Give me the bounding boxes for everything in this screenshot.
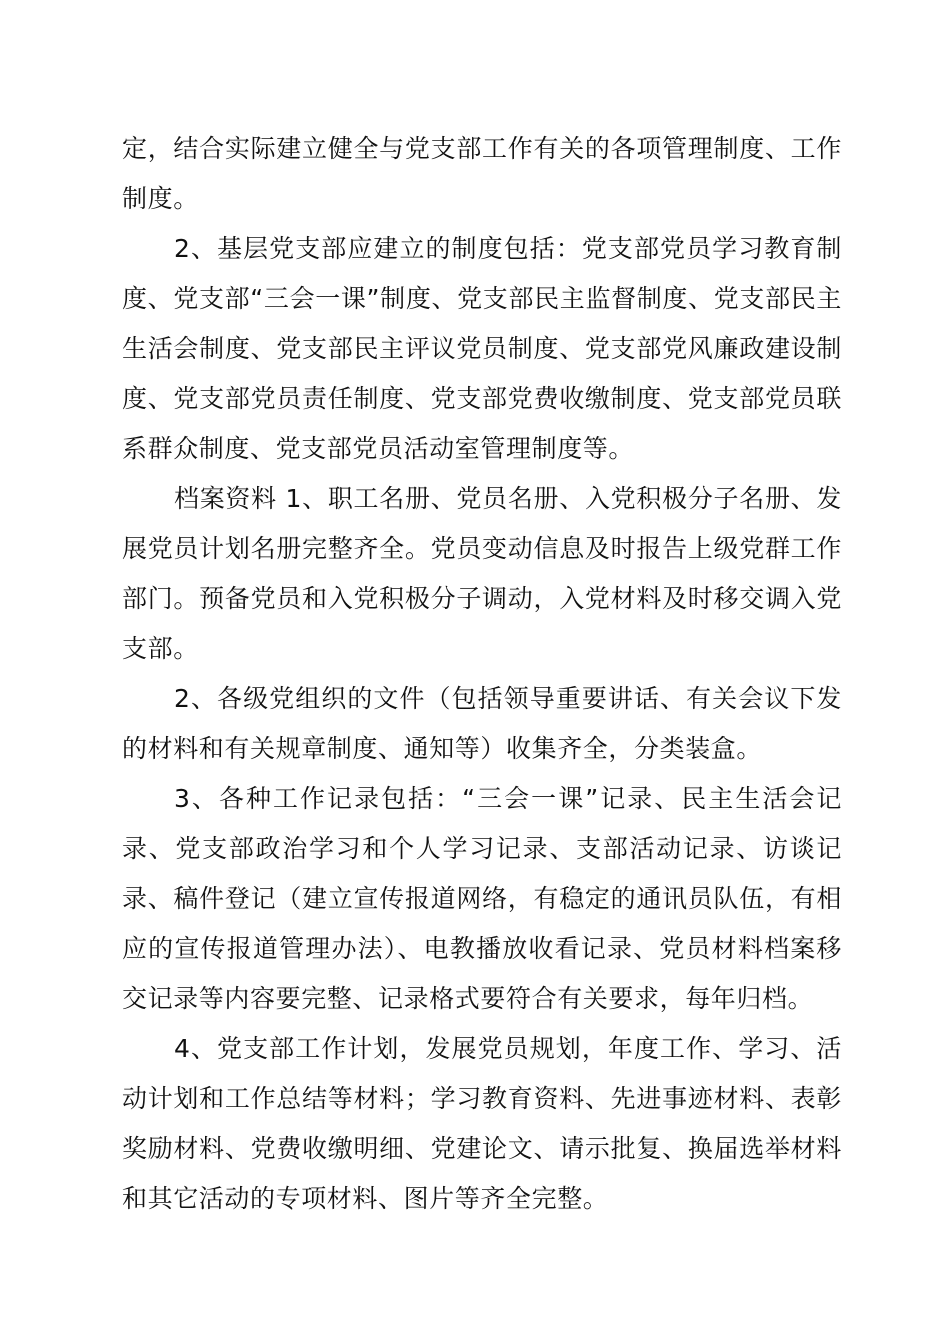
paragraph-system-list: 2、基层党支部应建立的制度包括：党支部党员学习教育制度、党支部“三会一课”制度、党支部民主监督制度、党支部民主生活会制度、党支部民主评议党员制度、党支部党风廉政建设制度、党支部党员责任制度、党支部党费收缴制度、党支部党员联系群众制度、党支部党员活动室管理制度等。 xyxy=(122,234,842,463)
paragraph-work-plans: 4、党支部工作计划，发展党员规划，年度工作、学习、活动计划和工作总结等材料；学习教育资料、先进事迹材料、表彰奖励材料、党费收缴明细、党建论文、请示批复、换届选举材料和其它活动的专项材料、图片等齐全完整。 xyxy=(122,1034,842,1213)
paragraph-work-records: 3、各种工作记录包括：“三会一课”记录、民主生活会记录、党支部政治学习和个人学习记录、支部活动记录、访谈记录、稿件登记（建立宣传报道网络，有稳定的通讯员队伍，有相应的宣传报道管理办法）、电教播放收看记录、党员材料档案移交记录等内容要完整、记录格式要符合有关要求，每年归档。 xyxy=(122,784,842,1013)
paragraph-documents: 2、各级党组织的文件（包括领导重要讲话、有关会议下发的材料和有关规章制度、通知等）收集齐全，分类装盒。 xyxy=(122,684,842,763)
paragraph-continuation: 定，结合实际建立健全与党支部工作有关的各项管理制度、工作制度。 xyxy=(122,134,842,213)
document-body xyxy=(122,124,842,1224)
paragraph-archive-roster: 档案资料 1、职工名册、党员名册、入党积极分子名册、发展党员计划名册完整齐全。党员变动信息及时报告上级党群工作部门。预备党员和入党积极分子调动，入党材料及时移交调入党支部。 xyxy=(122,484,842,663)
